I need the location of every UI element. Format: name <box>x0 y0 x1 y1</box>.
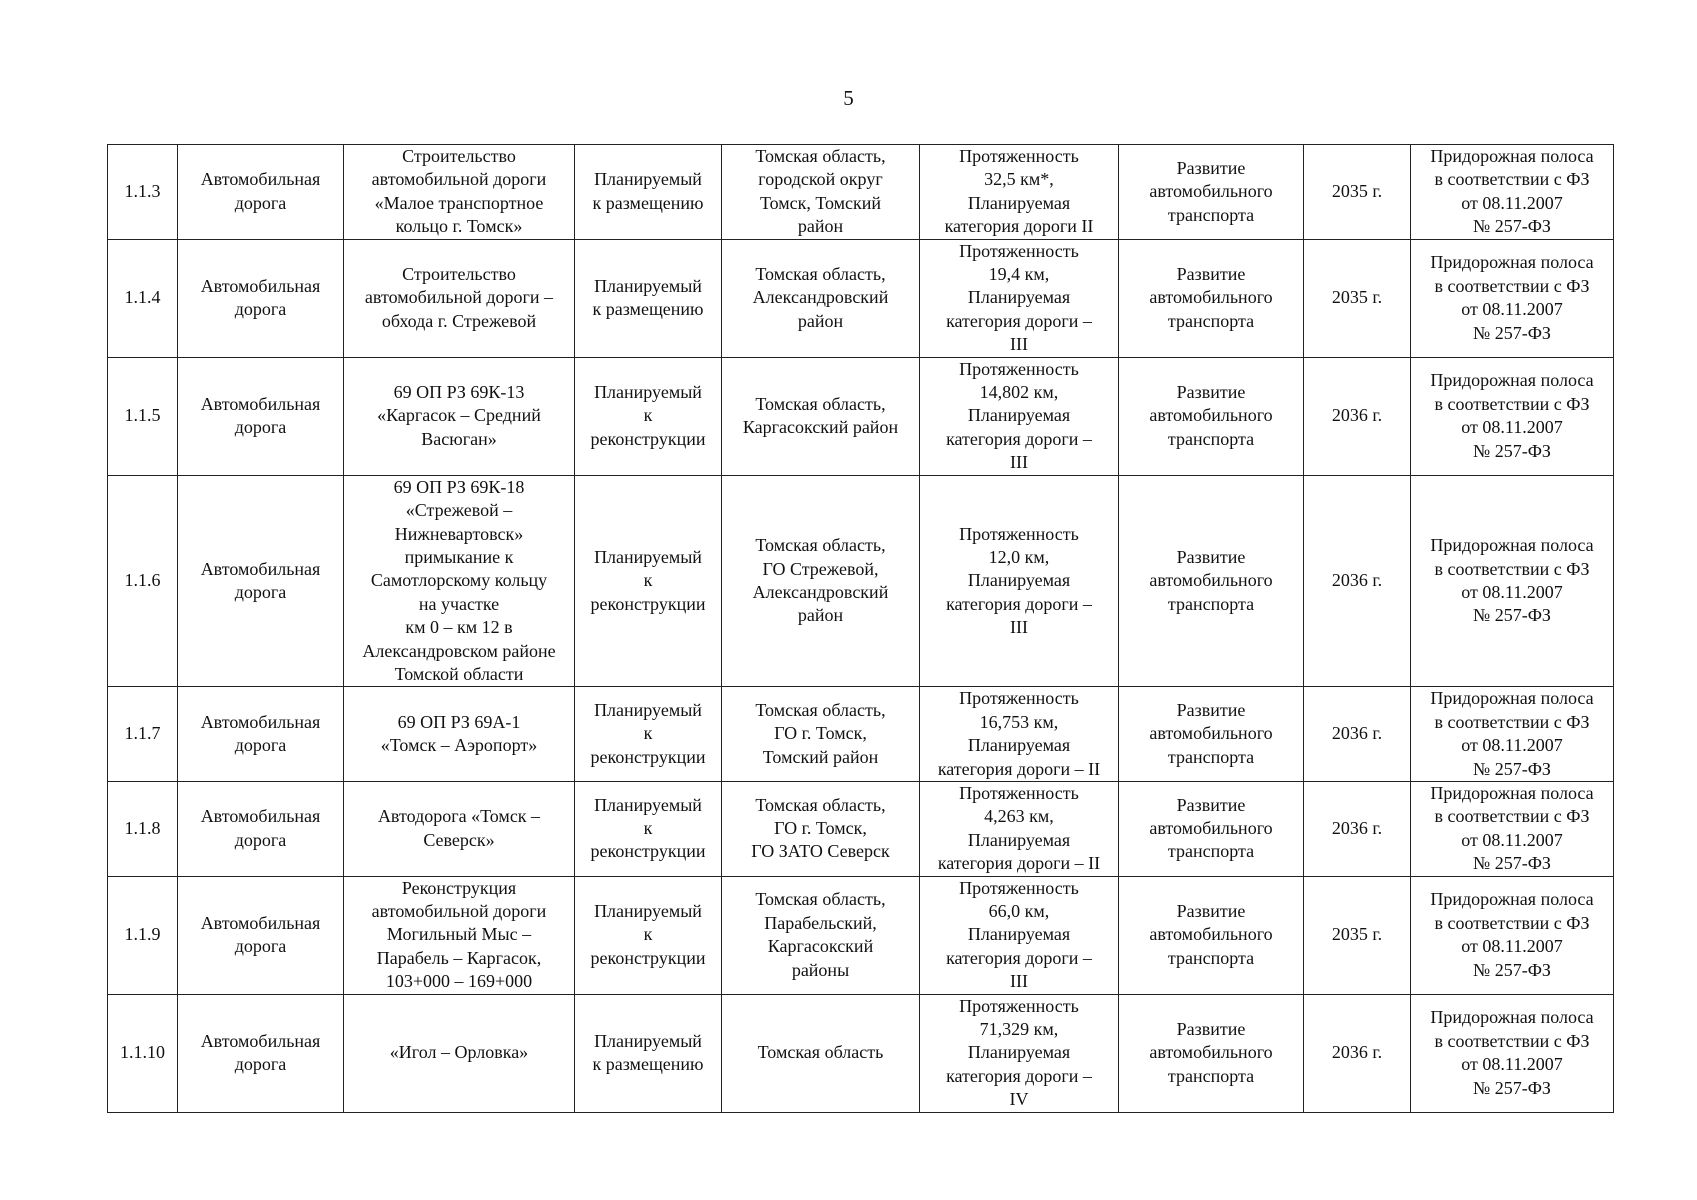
row-number-cell-text: 1.1.9 <box>124 924 161 945</box>
purpose-cell <box>1119 145 1304 240</box>
object-type-cell-text: Автомобильная дорога <box>200 711 321 756</box>
row-number-cell <box>108 687 178 782</box>
road-objects-table <box>107 144 1614 1113</box>
row-number-cell-text: 1.1.7 <box>124 723 161 744</box>
object-name-cell <box>344 145 575 240</box>
table-row <box>108 687 1614 782</box>
object-status-cell-text: Планируемый к реконструкции <box>590 382 706 449</box>
restriction-zone-cell-text: Придорожная полоса в соответствии с ФЗ от 08.11.2007 № 257-ФЗ <box>1430 782 1594 874</box>
deadline-year-cell <box>1304 876 1411 994</box>
restriction-zone-cell-text: Придорожная полоса в соответствии с ФЗ от 08.11.2007 № 257-ФЗ <box>1430 1007 1594 1098</box>
table-row <box>108 239 1614 357</box>
object-status-cell <box>575 781 722 876</box>
characteristics-cell-text: Протяженность 4,263 км, Планируемая категория дороги – II <box>937 782 1101 874</box>
location-cell-text: Томская область, городской округ Томск, Томский район <box>755 146 886 237</box>
location-cell-text: Томская область, ГО г. Томск, Томский район <box>755 700 886 767</box>
deadline-year-cell <box>1304 994 1411 1112</box>
row-number-cell-text: 1.1.3 <box>124 181 161 202</box>
object-name-cell-text: Реконструкция автомобильной дороги Могильный Мыс – Парабель – Каргасок, 103+000 – 169+000 <box>371 877 547 992</box>
row-number-cell <box>108 994 178 1112</box>
deadline-year-cell-text: 2035 г. <box>1331 181 1383 202</box>
table-body <box>108 145 1614 1113</box>
purpose-cell-text: Развитие автомобильного транспорта <box>1149 546 1273 614</box>
location-cell-text: Томская область <box>757 1042 884 1063</box>
object-type-cell-text: Автомобильная дорога <box>200 275 321 320</box>
deadline-year-cell <box>1304 239 1411 357</box>
object-name-cell-text: «Игол – Орловка» <box>389 1042 529 1063</box>
object-type-cell <box>178 994 344 1112</box>
restriction-zone-cell-text: Придорожная полоса в соответствии с ФЗ от 08.11.2007 № 257-ФЗ <box>1430 889 1594 980</box>
restriction-zone-cell-text: Придорожная полоса в соответствии с ФЗ от 08.11.2007 № 257-ФЗ <box>1430 688 1594 779</box>
purpose-cell <box>1119 239 1304 357</box>
object-status-cell-text: Планируемый к размещению <box>592 1030 704 1075</box>
location-cell <box>722 239 920 357</box>
characteristics-cell-text: Протяженность 32,5 км*, Планируемая категория дороги II <box>944 146 1094 237</box>
object-type-cell <box>178 781 344 876</box>
object-name-cell <box>344 876 575 994</box>
object-status-cell-text: Планируемый к реконструкции <box>590 546 706 614</box>
object-status-cell-text: Планируемый к размещению <box>592 169 704 213</box>
purpose-cell-text: Развитие автомобильного транспорта <box>1149 901 1273 968</box>
deadline-year-cell-text: 2035 г. <box>1331 924 1383 945</box>
purpose-cell-text: Развитие автомобильного транспорта <box>1149 157 1273 225</box>
object-status-cell-text: Планируемый к реконструкции <box>590 700 706 767</box>
location-cell <box>722 994 920 1112</box>
deadline-year-cell-text: 2036 г. <box>1331 405 1383 426</box>
object-name-cell-text: Автодорога «Томск – Северск» <box>377 806 541 850</box>
object-name-cell <box>344 357 575 475</box>
table-row <box>108 357 1614 475</box>
object-type-cell <box>178 475 344 687</box>
object-name-cell <box>344 994 575 1112</box>
row-number-cell <box>108 781 178 876</box>
table-row <box>108 876 1614 994</box>
characteristics-cell <box>920 876 1119 994</box>
row-number-cell-text: 1.1.4 <box>124 287 161 308</box>
row-number-cell <box>108 145 178 240</box>
deadline-year-cell-text: 2036 г. <box>1331 570 1383 591</box>
purpose-cell <box>1119 781 1304 876</box>
characteristics-cell-text: Протяженность 71,329 км, Планируемая категория дороги – IV <box>946 995 1092 1110</box>
object-type-cell-text: Автомобильная дорога <box>200 912 321 957</box>
object-name-cell-text: 69 ОП РЗ 69К-13 «Каргасок – Средний Васюган» <box>377 382 541 449</box>
characteristics-cell-text: Протяженность 66,0 км, Планируемая категория дороги – III <box>946 877 1092 992</box>
purpose-cell-text: Развитие автомобильного транспорта <box>1149 794 1273 862</box>
restriction-zone-cell <box>1411 994 1614 1112</box>
deadline-year-cell-text: 2036 г. <box>1331 1042 1383 1063</box>
object-status-cell <box>575 239 722 357</box>
characteristics-cell <box>920 994 1119 1112</box>
row-number-cell-text: 1.1.6 <box>124 570 161 591</box>
object-status-cell <box>575 357 722 475</box>
table-row <box>108 145 1614 240</box>
restriction-zone-cell <box>1411 357 1614 475</box>
row-number-cell-text: 1.1.8 <box>124 818 161 839</box>
deadline-year-cell <box>1304 687 1411 782</box>
deadline-year-cell-text: 2036 г. <box>1331 818 1383 839</box>
row-number-cell <box>108 475 178 687</box>
location-cell <box>722 357 920 475</box>
deadline-year-cell <box>1304 475 1411 687</box>
purpose-cell-text: Развитие автомобильного транспорта <box>1149 382 1273 449</box>
characteristics-cell <box>920 687 1119 782</box>
purpose-cell-text: Развитие автомобильного транспорта <box>1149 1019 1273 1086</box>
location-cell-text: Томская область, ГО г. Томск, ГО ЗАТО Северск <box>751 794 890 862</box>
purpose-cell <box>1119 357 1304 475</box>
object-type-cell <box>178 239 344 357</box>
restriction-zone-cell-text: Придорожная полоса в соответствии с ФЗ от 08.11.2007 № 257-ФЗ <box>1430 146 1594 237</box>
location-cell-text: Томская область, Александровский район <box>752 264 889 331</box>
object-status-cell-text: Планируемый к реконструкции <box>590 794 706 862</box>
object-status-cell <box>575 145 722 240</box>
characteristics-cell <box>920 357 1119 475</box>
characteristics-cell-text: Протяженность 19,4 км, Планируемая категория дороги – III <box>946 240 1092 355</box>
object-status-cell <box>575 475 722 687</box>
object-type-cell-text: Автомобильная дорога <box>200 558 321 603</box>
object-name-cell <box>344 687 575 782</box>
object-status-cell-text: Планируемый к реконструкции <box>590 901 706 968</box>
characteristics-cell-text: Протяженность 12,0 км, Планируемая категория дороги – III <box>946 523 1092 638</box>
row-number-cell <box>108 357 178 475</box>
location-cell <box>722 876 920 994</box>
object-status-cell <box>575 876 722 994</box>
row-number-cell-text: 1.1.10 <box>120 1042 165 1063</box>
object-type-cell <box>178 357 344 475</box>
object-name-cell-text: 69 ОП РЗ 69А-1 «Томск – Аэропорт» <box>380 711 538 756</box>
table-row <box>108 475 1614 687</box>
characteristics-cell <box>920 239 1119 357</box>
characteristics-cell-text: Протяженность 14,802 км, Планируемая категория дороги – III <box>946 358 1092 473</box>
object-type-cell <box>178 145 344 240</box>
location-cell-text: Томская область, ГО Стрежевой, Александровский район <box>752 535 889 626</box>
deadline-year-cell <box>1304 781 1411 876</box>
characteristics-cell <box>920 145 1119 240</box>
object-type-cell-text: Автомобильная дорога <box>200 393 321 438</box>
restriction-zone-cell <box>1411 145 1614 240</box>
object-name-cell <box>344 475 575 687</box>
purpose-cell <box>1119 687 1304 782</box>
restriction-zone-cell <box>1411 239 1614 357</box>
restriction-zone-cell-text: Придорожная полоса в соответствии с ФЗ от 08.11.2007 № 257-ФЗ <box>1430 252 1594 343</box>
row-number-cell-text: 1.1.5 <box>124 405 161 426</box>
row-number-cell <box>108 239 178 357</box>
table-row <box>108 994 1614 1112</box>
purpose-cell <box>1119 475 1304 687</box>
purpose-cell <box>1119 994 1304 1112</box>
object-status-cell <box>575 994 722 1112</box>
location-cell <box>722 145 920 240</box>
purpose-cell <box>1119 876 1304 994</box>
restriction-zone-cell-text: Придорожная полоса в соответствии с ФЗ от 08.11.2007 № 257-ФЗ <box>1430 535 1594 626</box>
object-name-cell-text: Строительство автомобильной дороги – обхода г. Стрежевой <box>364 264 554 331</box>
object-status-cell-text: Планируемый к размещению <box>592 275 704 320</box>
deadline-year-cell-text: 2036 г. <box>1331 723 1383 744</box>
location-cell-text: Томская область, Каргасокский район <box>742 393 899 438</box>
restriction-zone-cell <box>1411 475 1614 687</box>
table-row <box>108 781 1614 876</box>
object-type-cell-text: Автомобильная дорога <box>200 169 321 213</box>
object-name-cell-text: 69 ОП РЗ 69К-18 «Стрежевой – Нижневартовск» примыкание к Самотлорскому кольцу на участке км 0 – км 12 в Александровском районе Томской области <box>362 476 556 684</box>
location-cell-text: Томская область, Парабельский, Каргасокский районы <box>755 889 886 980</box>
characteristics-cell <box>920 475 1119 687</box>
deadline-year-cell <box>1304 145 1411 240</box>
purpose-cell-text: Развитие автомобильного транспорта <box>1149 264 1273 331</box>
object-status-cell <box>575 687 722 782</box>
location-cell <box>722 687 920 782</box>
object-name-cell-text: Строительство автомобильной дороги «Малое транспортное кольцо г. Томск» <box>371 146 547 237</box>
page-number: 5 <box>843 86 854 110</box>
object-type-cell <box>178 687 344 782</box>
restriction-zone-cell-text: Придорожная полоса в соответствии с ФЗ от 08.11.2007 № 257-ФЗ <box>1430 370 1594 461</box>
row-number-cell <box>108 876 178 994</box>
restriction-zone-cell <box>1411 687 1614 782</box>
object-type-cell-text: Автомобильная дорога <box>200 806 321 850</box>
object-name-cell <box>344 781 575 876</box>
restriction-zone-cell <box>1411 781 1614 876</box>
purpose-cell-text: Развитие автомобильного транспорта <box>1149 700 1273 767</box>
deadline-year-cell-text: 2035 г. <box>1331 287 1383 308</box>
object-type-cell-text: Автомобильная дорога <box>200 1030 321 1075</box>
characteristics-cell-text: Протяженность 16,753 км, Планируемая категория дороги – II <box>937 688 1101 779</box>
object-name-cell <box>344 239 575 357</box>
characteristics-cell <box>920 781 1119 876</box>
location-cell <box>722 781 920 876</box>
location-cell <box>722 475 920 687</box>
object-type-cell <box>178 876 344 994</box>
restriction-zone-cell <box>1411 876 1614 994</box>
deadline-year-cell <box>1304 357 1411 475</box>
